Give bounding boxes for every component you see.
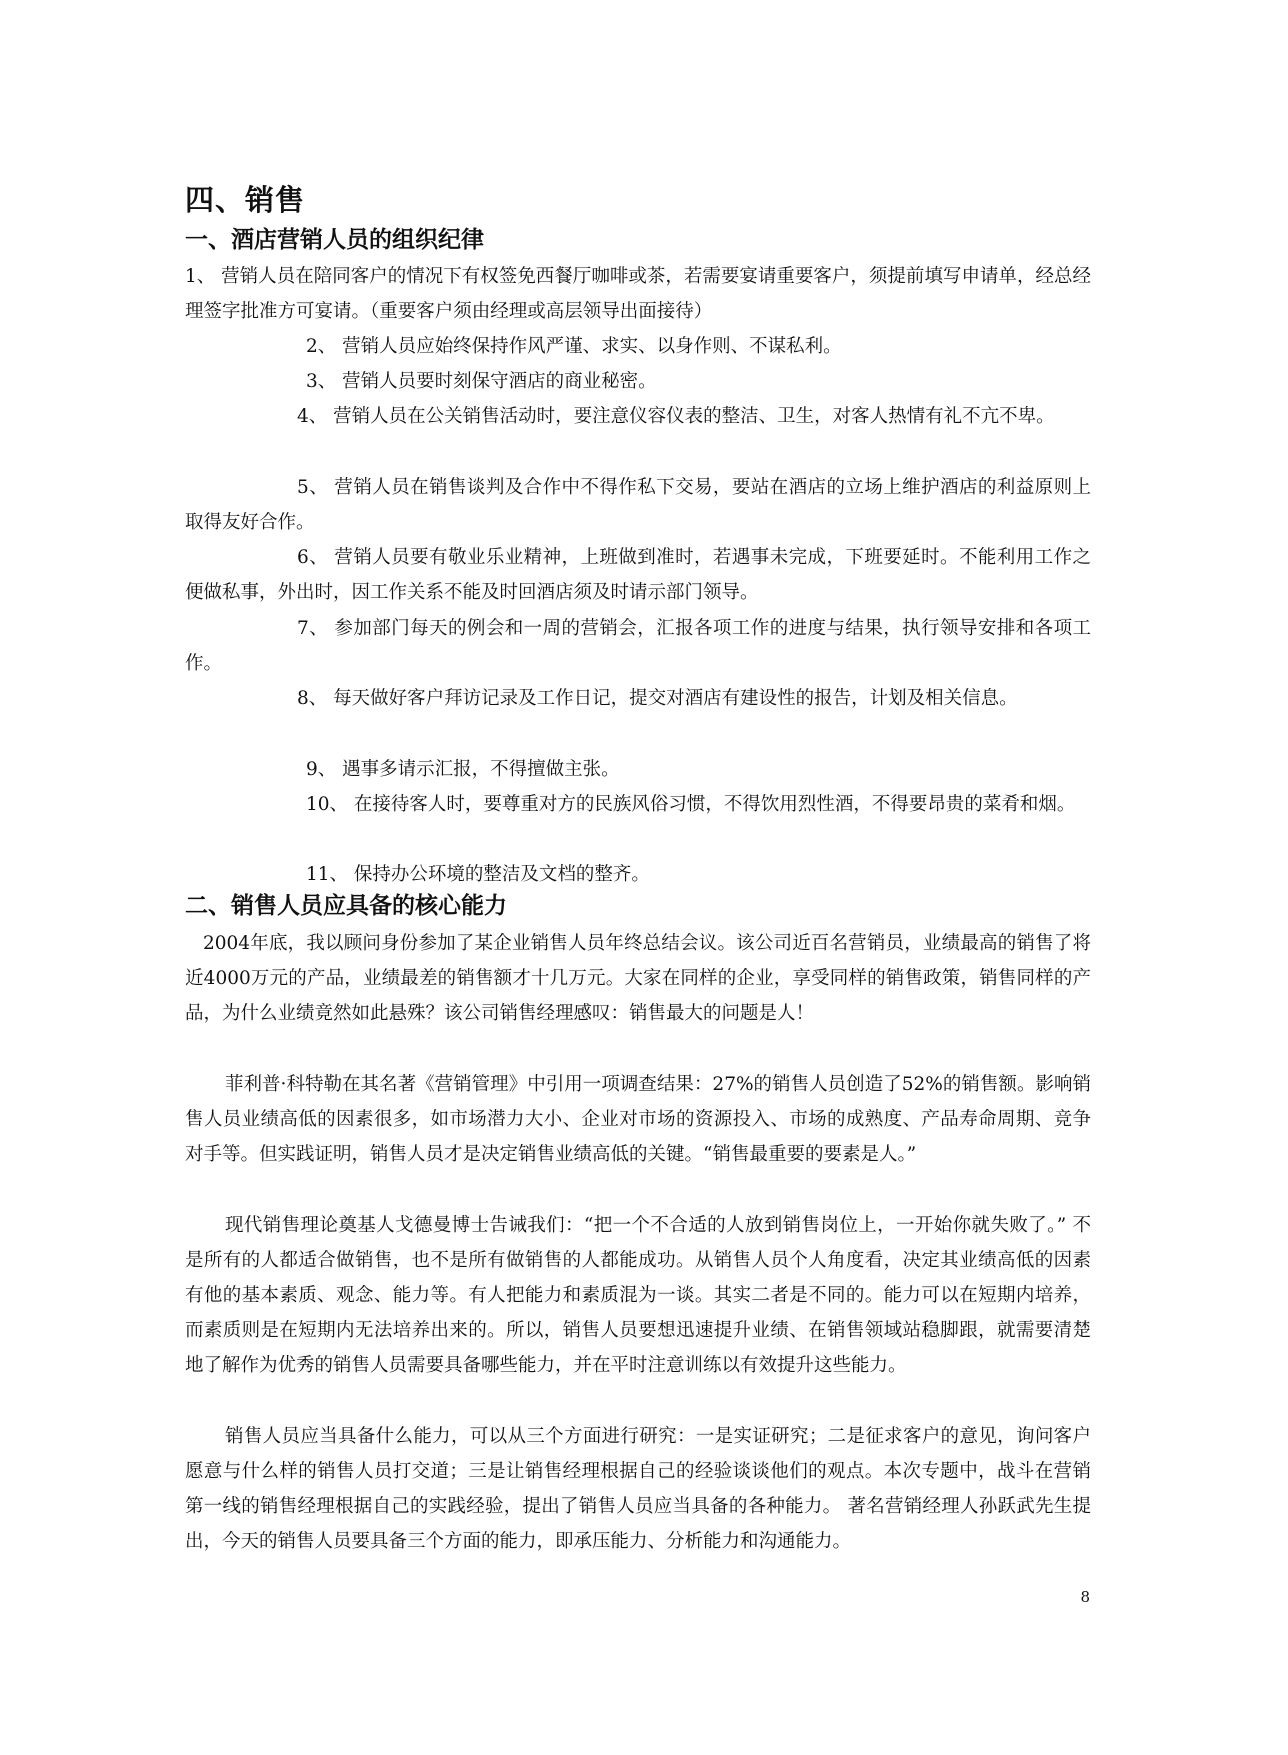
rule-item-8: 8、 每天做好客户拜访记录及工作日记，提交对酒店有建设性的报告，计划及相关信息。: [297, 688, 1018, 709]
body-paragraph-1: 2004年底，我以顾问身份参加了某企业销售人员年终总结会议。该公司近百名营销员，业绩最高的销售了将近4000万元的产品，业绩最差的销售额才十几万元。大家在同样的企业，享受同样的销售政策，销售同样的产品，为什么业绩竟然如此悬殊？该公司销售经理感叹：销售最大的问题是人！: [185, 933, 1091, 1024]
rule-item-10: 10、 在接待客人时，要尊重对方的民族风俗习惯，不得饮用烈性酒，不得要昂贵的菜肴和烟。: [306, 794, 1076, 815]
rule-item-7: 7、 参加部门每天的例会和一周的营销会，汇报各项工作的进度与结果，执行领导安排和各项工作。: [185, 618, 1091, 674]
rule-item-6: 6、 营销人员要有敬业乐业精神，上班做到准时，若遇事未完成，下班要延时。不能利用工作之便做私事，外出时，因工作关系不能及时回酒店须及时请示部门领导。: [185, 547, 1091, 603]
subsection-heading-1: 一、酒店营销人员的组织纪律: [185, 226, 484, 253]
body-paragraph-4: 销售人员应当具备什么能力，可以从三个方面进行研究：一是实证研究；二是征求客户的意见，询问客户愿意与什么样的销售人员打交道；三是让销售经理根据自己的经验谈谈他们的观点。本次专题中，战斗在营销第一线的销售经理根据自己的实践经验，提出了销售人员应当具备的各种能力。 著名营销经理人孙跃武先生提出，今天的销售人员要具备三个方面的能力，即承压能力、分析能力和沟通能力。: [185, 1426, 1091, 1552]
page-number: 8: [1080, 1588, 1090, 1606]
rule-item-11: 11、 保持办公环境的整洁及文档的整齐。: [306, 864, 650, 885]
rule-item-4: 4、 营销人员在公关销售活动时，要注意仪容仪表的整洁、卫生，对客人热情有礼不亢不卑。: [297, 406, 1055, 427]
rule-item-9: 9、 遇事多请示汇报，不得擅做主张。: [306, 759, 620, 780]
body-paragraph-3: 现代销售理论奠基人戈德曼博士告诫我们：“把一个不合适的人放到销售岗位上，一开始你就失败了。” 不是所有的人都适合做销售，也不是所有做销售的人都能成功。从销售人员个人角度看，决定其业绩高低的因素有他的基本素质、观念、能力等。有人把能力和素质混为一谈。其实二者是不同的。能力可以在短期内培养，而素质则是在短期内无法培养出来的。所以，销售人员要想迅速提升业绩、在销售领域站稳脚跟，就需要清楚地了解作为优秀的销售人员需要具备哪些能力，并在平时注意训练以有效提升这些能力。: [185, 1215, 1091, 1376]
rule-item-2: 2、 营销人员应始终保持作风严谨、求实、以身作则、不谋私利。: [306, 336, 842, 357]
rule-item-3: 3、 营销人员要时刻保守酒店的商业秘密。: [306, 371, 657, 392]
section-title: 四、销售: [185, 183, 306, 217]
body-paragraph-2: 菲利普·科特勒在其名著《营销管理》中引用一项调查结果：27%的销售人员创造了52%的销售额。影响销售人员业绩高低的因素很多，如市场潜力大小、企业对市场的资源投入、市场的成熟度、产品寿命周期、竞争对手等。但实践证明，销售人员才是决定销售业绩高低的关键。“销售最重要的要素是人。”: [185, 1074, 1091, 1165]
rule-item-5: 5、 营销人员在销售谈判及合作中不得作私下交易，要站在酒店的立场上维护酒店的利益原则上取得友好合作。: [185, 477, 1091, 533]
rule-item-1: 1、 营销人员在陪同客户的情况下有权签免西餐厅咖啡或茶，若需要宴请重要客户，须提前填写申请单，经总经理签字批准方可宴请。（重要客户须由经理或高层领导出面接待）: [185, 266, 1091, 322]
subsection-heading-2: 二、销售人员应具备的核心能力: [185, 892, 507, 919]
